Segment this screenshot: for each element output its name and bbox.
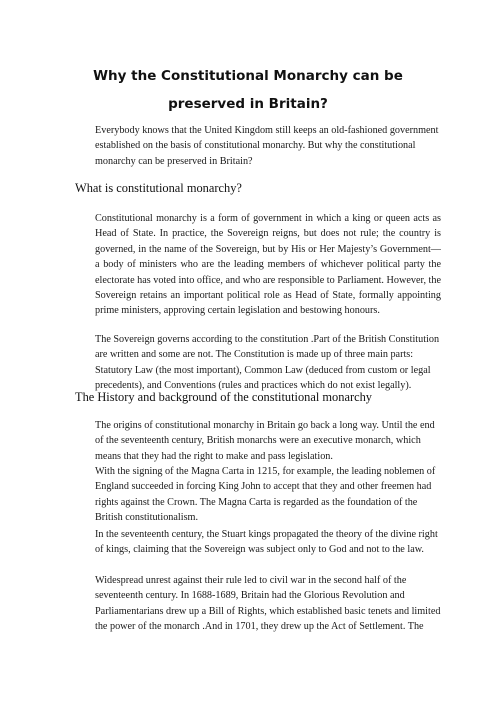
section-heading-history: The History and background of the constitutional monarchy	[75, 390, 372, 404]
section2-paragraph-2: With the signing of the Magna Carta in 1215, for example, the leading noblemen of England succeeded in forcing King John to accept that they and other freemen had rights against the Crown. The Magna Carta is regarded as the foundation of the British constitutionalism.	[95, 466, 436, 524]
section1-paragraph-2: The Sovereign governs according to the constitution .Part of the British Constitution are written and some are not. The Constitution is made up of three main parts: Statutory Law (the most important), Common Law (deduced from custom or legal precedents), and Conventions (rules and practices which do not exist legally).	[95, 334, 440, 392]
section2-paragraph-1: The origins of constitutional monarchy in Britain go back a long way. Until the end of the seventeenth century, British monarchs were an executive monarch, which means that they had the right to make and pass legislation.	[95, 420, 435, 462]
intro-paragraph: Everybody knows that the United Kingdom still keeps an old-fashioned government established on the basis of constitutional monarchy. But why the constitutional monarchy can be preserved in Britain?	[95, 125, 439, 167]
section2-paragraph-4: Widespread unrest against their rule led to civil war in the second half of the seventeenth century. In 1688-1689, Britain had the Glorious Revolution and Parliamentarians drew up a Bill of Rights, which established basic tenets and limited the power of the monarch .And in 1701, they drew up the Act of Settlement. The	[95, 575, 441, 633]
section1-paragraph-1: Constitutional monarchy is a form of government in which a king or queen acts as Head of State. In practice, the Sovereign reigns, but does not rule; the country is governed, in the name of the Sovereign, but by His or Her Majesty’s Government—a body of ministers who are the leading members of whichever political party the electorate has voted into office, and who are responsible to Parliament. However, the Sovereign retains an important political role as Head of State, formally appointing prime ministers, approving certain legislation and bestowing honours.	[95, 213, 441, 317]
section2-paragraph-3: In the seventeenth century, the Stuart kings propagated the theory of the divine right of kings, claiming that the Sovereign was subject only to God and not to the law.	[95, 529, 438, 556]
document-title: Why the Constitutional Monarchy can be preserved in Britain?	[93, 68, 403, 112]
section-heading-what-is: What is constitutional monarchy?	[75, 181, 242, 195]
